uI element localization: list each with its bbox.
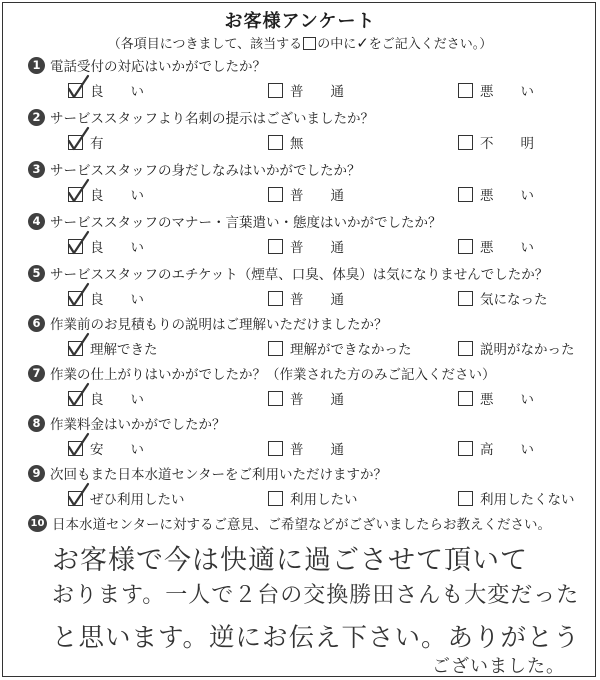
- checkbox[interactable]: [68, 391, 83, 406]
- handwritten-check-icon: [66, 179, 90, 205]
- comment-line-3: と思います。逆にお伝え下さい。ありがとう: [52, 623, 580, 653]
- instruction-middle: の中に: [317, 37, 357, 52]
- option-7-1[interactable]: [68, 388, 144, 408]
- option-8-1[interactable]: [68, 438, 144, 458]
- option-label: 利用したくない: [480, 492, 575, 508]
- checkbox[interactable]: [458, 341, 473, 356]
- checkbox[interactable]: [68, 135, 83, 150]
- question-number-badge: 2: [28, 109, 45, 126]
- handwritten-check-icon: [66, 75, 90, 101]
- checkbox[interactable]: [68, 341, 83, 356]
- option-label: 不 明: [480, 136, 534, 152]
- option-label: 説明がなかった: [480, 342, 575, 358]
- handwritten-check-icon: [66, 483, 90, 509]
- option-label: 普 通: [290, 392, 344, 408]
- question-4: [28, 210, 588, 262]
- option-9-2[interactable]: [268, 488, 358, 508]
- question-text: 電話受付の対応はいかがでしたか？: [50, 59, 266, 75]
- question-number-badge: 10: [28, 515, 47, 532]
- question-1: [28, 54, 588, 106]
- instruction-prefix: （各項目につきまして、該当する: [107, 37, 303, 52]
- question-row: [28, 158, 361, 180]
- question-number-badge: 5: [28, 265, 45, 282]
- option-label: 高 い: [480, 442, 534, 458]
- handwritten-check-icon: [66, 127, 90, 153]
- option-label: ぜひ利用したい: [90, 492, 185, 508]
- checkbox[interactable]: [268, 83, 283, 98]
- checkbox[interactable]: [458, 83, 473, 98]
- option-3-3[interactable]: [458, 184, 534, 204]
- question-number-badge: 6: [28, 315, 45, 332]
- checkbox[interactable]: [268, 187, 283, 202]
- option-9-1[interactable]: [68, 488, 185, 508]
- checkbox[interactable]: [458, 239, 473, 254]
- option-4-3[interactable]: [458, 236, 534, 256]
- option-7-2[interactable]: [268, 388, 344, 408]
- question-9: [28, 462, 588, 514]
- option-label: 良 い: [90, 292, 144, 308]
- checkbox[interactable]: [458, 441, 473, 456]
- question-row: [28, 210, 442, 232]
- option-1-1[interactable]: [68, 80, 144, 100]
- handwritten-check-icon: [66, 433, 90, 459]
- question-text: サービススタッフのマナー・言葉遣い・態度はいかがでしたか？: [50, 215, 442, 231]
- option-2-2[interactable]: [268, 132, 304, 152]
- option-6-2[interactable]: [268, 338, 412, 358]
- instruction-square-icon: [303, 37, 316, 50]
- checkbox[interactable]: [458, 187, 473, 202]
- question-row: [28, 54, 266, 76]
- question-text: 作業料金はいかがでしたか？: [50, 417, 226, 433]
- option-label: 悪 い: [480, 240, 534, 256]
- checkbox[interactable]: [268, 135, 283, 150]
- option-label: 気になった: [480, 292, 548, 308]
- question-text: サービススタッフの身だしなみはいかがでしたか？: [50, 163, 361, 179]
- question-number-badge: 1: [28, 57, 45, 74]
- question-text: 次回もまた日本水道センターをご利用いただけますか？: [50, 467, 387, 483]
- option-label: 有: [90, 136, 104, 152]
- option-6-1[interactable]: [68, 338, 158, 358]
- checkbox[interactable]: [68, 83, 83, 98]
- question-number-badge: 7: [28, 365, 45, 382]
- option-1-3[interactable]: [458, 80, 534, 100]
- option-label: 普 通: [290, 188, 344, 204]
- checkbox[interactable]: [268, 491, 283, 506]
- option-label: 普 通: [290, 84, 344, 100]
- option-6-3[interactable]: [458, 338, 575, 358]
- question-number-badge: 4: [28, 213, 45, 230]
- question-row: [28, 462, 387, 484]
- option-4-2[interactable]: [268, 236, 344, 256]
- question-6: [28, 312, 588, 364]
- comment-line-1: お客様で今は快適に過ごさせて頂いて: [52, 545, 528, 576]
- option-3-2[interactable]: [268, 184, 344, 204]
- checkbox[interactable]: [458, 135, 473, 150]
- question-7: [28, 362, 588, 414]
- option-label: 良 い: [90, 188, 144, 204]
- instruction-suffix: をご記入ください。）: [368, 37, 493, 52]
- question-row: [28, 312, 388, 334]
- checkbox[interactable]: [68, 239, 83, 254]
- question-text: サービススタッフより名刺の提示はございましたか？: [50, 111, 374, 127]
- question-row: [28, 106, 374, 128]
- checkbox[interactable]: [268, 391, 283, 406]
- survey-title: お客様アンケート: [224, 11, 376, 32]
- handwritten-check-icon: [66, 383, 90, 409]
- checkbox[interactable]: [268, 291, 283, 306]
- instruction-line: [0, 33, 600, 52]
- option-label: 普 通: [290, 240, 344, 256]
- question-text: 作業前のお見積もりの説明はご理解いただけましたか？: [50, 317, 388, 333]
- checkbox[interactable]: [458, 491, 473, 506]
- question-row: [28, 262, 548, 284]
- instruction-check-icon: ✓: [356, 34, 369, 52]
- option-2-1[interactable]: [68, 132, 104, 152]
- comment-line-4: ございました。: [432, 656, 565, 677]
- question-text: 日本水道センターに対するご意見、ご希望などがございましたらお教えください。: [52, 517, 551, 533]
- option-3-1[interactable]: [68, 184, 144, 204]
- question-text: 作業の仕上がりはいかがでしたか？（作業された方のみご記入ください）: [50, 367, 496, 383]
- option-5-3[interactable]: [458, 288, 548, 308]
- question-number-badge: 8: [28, 415, 45, 432]
- option-label: 悪 い: [480, 392, 534, 408]
- question-row: [28, 412, 226, 434]
- option-label: 悪 い: [480, 84, 534, 100]
- option-label: 普 通: [290, 292, 344, 308]
- option-5-1[interactable]: [68, 288, 144, 308]
- question-number-badge: 3: [28, 161, 45, 178]
- checkbox[interactable]: [68, 291, 83, 306]
- option-label: 理解できた: [90, 342, 158, 358]
- option-label: 安 い: [90, 442, 144, 458]
- option-4-1[interactable]: [68, 236, 144, 256]
- option-8-2[interactable]: [268, 438, 344, 458]
- option-7-3[interactable]: [458, 388, 534, 408]
- option-1-2[interactable]: [268, 80, 344, 100]
- question-number-badge: 9: [28, 465, 45, 482]
- question-2: [28, 106, 588, 158]
- checkbox[interactable]: [68, 187, 83, 202]
- comment-line-2: おります。一人で２台の交換勝田さんも大変だった: [52, 583, 580, 608]
- checkbox[interactable]: [68, 491, 83, 506]
- option-9-3[interactable]: [458, 488, 575, 508]
- option-8-3[interactable]: [458, 438, 534, 458]
- option-label: 無: [290, 136, 304, 152]
- handwritten-check-icon: [66, 231, 90, 257]
- handwritten-check-icon: [66, 283, 90, 309]
- question-row: [28, 512, 551, 534]
- option-2-3[interactable]: [458, 132, 534, 152]
- checkbox[interactable]: [458, 291, 473, 306]
- question-8: [28, 412, 588, 464]
- option-label: 良 い: [90, 84, 144, 100]
- option-label: 利用したい: [290, 492, 358, 508]
- option-label: 理解ができなかった: [290, 342, 412, 358]
- option-5-2[interactable]: [268, 288, 344, 308]
- checkbox[interactable]: [268, 341, 283, 356]
- option-label: 普 通: [290, 442, 344, 458]
- question-3: [28, 158, 588, 210]
- checkbox[interactable]: [268, 239, 283, 254]
- handwritten-comment: [52, 532, 592, 677]
- checkbox[interactable]: [68, 441, 83, 456]
- question-text: サービススタッフのエチケット（煙草、口臭、体臭）は気になりませんでしたか？: [50, 267, 549, 283]
- option-label: 良 い: [90, 392, 144, 408]
- option-label: 悪 い: [480, 188, 534, 204]
- option-label: 良 い: [90, 240, 144, 256]
- checkbox[interactable]: [458, 391, 473, 406]
- question-row: [28, 362, 496, 384]
- checkbox[interactable]: [268, 441, 283, 456]
- handwritten-check-icon: [66, 333, 90, 359]
- question-5: [28, 262, 588, 314]
